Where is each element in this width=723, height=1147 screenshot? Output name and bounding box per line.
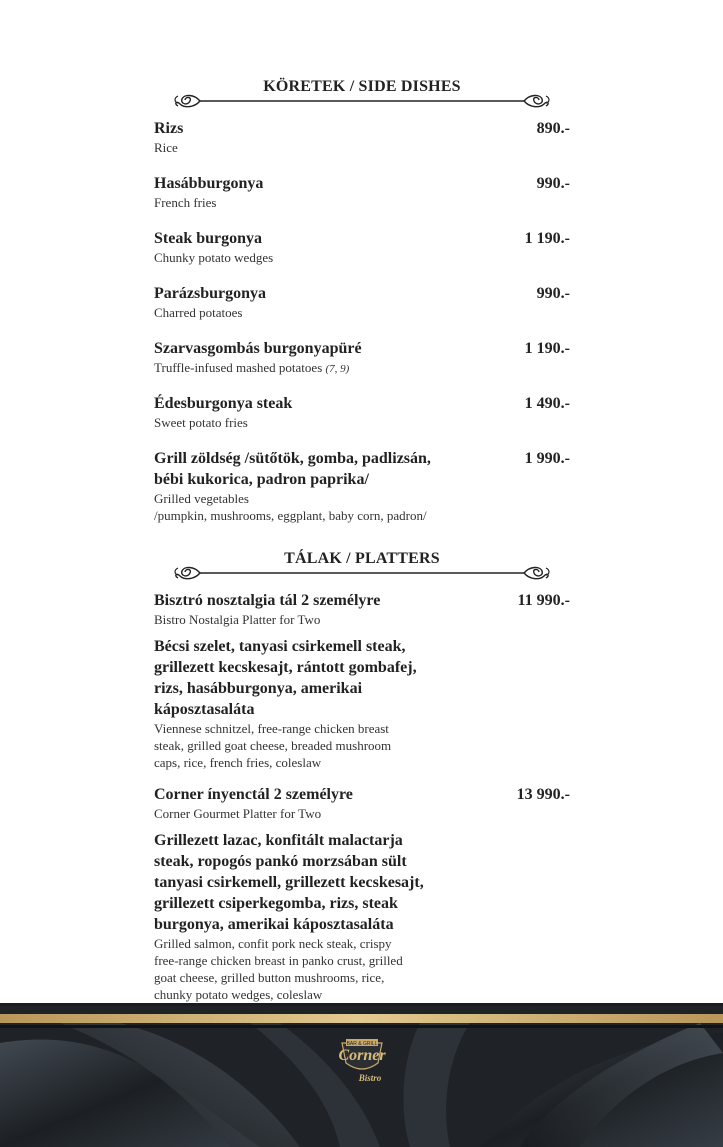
section-title-side-dishes: KÖRETEK / SIDE DISHES: [263, 78, 461, 95]
item-description: Sweet potato fries: [154, 415, 248, 430]
item-description: French fries: [154, 195, 217, 210]
item-price: 1 190.-: [524, 340, 570, 357]
top-dark-stripe: [0, 1003, 723, 1006]
platter-contents-hu-line: tanyasi csirkemell, grillezett kecskesajt,: [154, 874, 424, 891]
platter-contents-en-line: steak, grilled goat cheese, breaded mushroom: [154, 738, 392, 753]
platter-contents-en-line: chunky potato wedges, coleslaw: [154, 987, 323, 1002]
item-price: 1 990.-: [524, 450, 570, 467]
item-name: Rizs: [154, 120, 184, 137]
corner-bistro-logo-icon: [322, 1031, 402, 1091]
platter-contents-hu-line: Grillezett lazac, konfitált malactarja: [154, 832, 403, 849]
menu-item-bisztro-nosztalgia-tal: [154, 590, 570, 771]
menu-item-corner-inyenctal: [154, 784, 570, 1003]
platter-contents-hu-line: grillezett kecskesajt, rántott gombafej,: [154, 659, 417, 676]
allergen-codes: (7, 9): [325, 363, 350, 375]
item-price: 990.-: [536, 285, 570, 302]
platter-contents-en-line: caps, rice, french fries, coleslaw: [154, 755, 322, 770]
menu-item-edesburgonya: [154, 393, 570, 431]
thin-dark-stripe: [0, 1025, 723, 1028]
menu-item-szarvasgombas-pure: [154, 338, 570, 378]
platter-contents-en-line: free-range chicken breast in panko crust, grilled: [154, 953, 403, 968]
menu-item-hasabburgonya: [154, 173, 570, 211]
item-description-line-2: /pumpkin, mushrooms, eggplant, baby corn, padron/: [154, 508, 427, 523]
item-description: Bistro Nostalgia Platter for Two: [154, 612, 321, 627]
item-name: Hasábburgonya: [154, 175, 264, 192]
item-name: Bisztró nosztalgia tál 2 személyre: [154, 592, 381, 609]
footer-banner: [0, 1003, 723, 1147]
platter-contents-hu-line: Bécsi szelet, tanyasi csirkemell steak,: [154, 638, 406, 655]
ornament-divider-icon: [170, 92, 554, 110]
item-name: Parázsburgonya: [154, 285, 266, 302]
logo-main-text: Corner: [338, 1047, 386, 1064]
item-description: [154, 359, 570, 378]
platter-contents-en-line: Viennese schnitzel, free-range chicken breast: [154, 721, 389, 736]
item-description: Charred potatoes: [154, 305, 243, 320]
platter-contents-hu-line: burgonya, amerikai káposztasaláta: [154, 916, 394, 933]
item-price: 990.-: [536, 175, 570, 192]
item-price: 11 990.-: [517, 592, 570, 609]
item-name: Corner ínyenctál 2 személyre: [154, 786, 353, 803]
platter-contents-hu-line: káposztasaláta: [154, 701, 255, 718]
item-price: 1 490.-: [524, 395, 570, 412]
item-price: 1 190.-: [524, 230, 570, 247]
item-price: 13 990.-: [516, 786, 570, 803]
section-title-platters: TÁLAK / PLATTERS: [284, 550, 440, 567]
item-name: Steak burgonya: [154, 230, 263, 247]
item-description-line-1: Grilled vegetables: [154, 491, 249, 506]
ornament-divider-icon: [170, 564, 554, 582]
item-description: Chunky potato wedges: [154, 250, 274, 265]
item-name: Édesburgonya steak: [154, 395, 293, 412]
item-description: Corner Gourmet Platter for Two: [154, 806, 322, 821]
menu-item-parazsburgonya: [154, 283, 570, 321]
item-description-text: Truffle-infused mashed potatoes: [154, 360, 323, 375]
item-description: Rice: [154, 140, 178, 155]
item-price: 890.-: [536, 120, 570, 137]
item-name-line-1: Grill zöldség /sütőtök, gomba, padlizsán,: [154, 450, 431, 467]
menu-item-steak-burgonya: [154, 228, 570, 266]
platter-contents-hu-line: rizs, hasábburgonya, amerikai: [154, 680, 363, 697]
menu-item-grill-zoldseg: [154, 448, 570, 524]
platter-contents-en-line: goat cheese, grilled button mushrooms, rice,: [154, 970, 385, 985]
platter-contents-hu-line: grillezett csiperkegomba, rizs, steak: [154, 895, 398, 912]
gold-stripe: [0, 1014, 723, 1023]
platter-contents-hu-line: steak, ropogós pankó morzsában sült: [154, 853, 407, 870]
logo-sub-text: Bistro: [358, 1073, 382, 1083]
menu-item-rizs: [154, 118, 570, 156]
item-name: Szarvasgombás burgonyapüré: [154, 340, 362, 357]
item-name-line-2: bébi kukorica, padron paprika/: [154, 471, 369, 488]
logo-top-text: BAR & GRILL: [346, 1041, 378, 1047]
platter-contents-en-line: Grilled salmon, confit pork neck steak, crispy: [154, 936, 392, 951]
